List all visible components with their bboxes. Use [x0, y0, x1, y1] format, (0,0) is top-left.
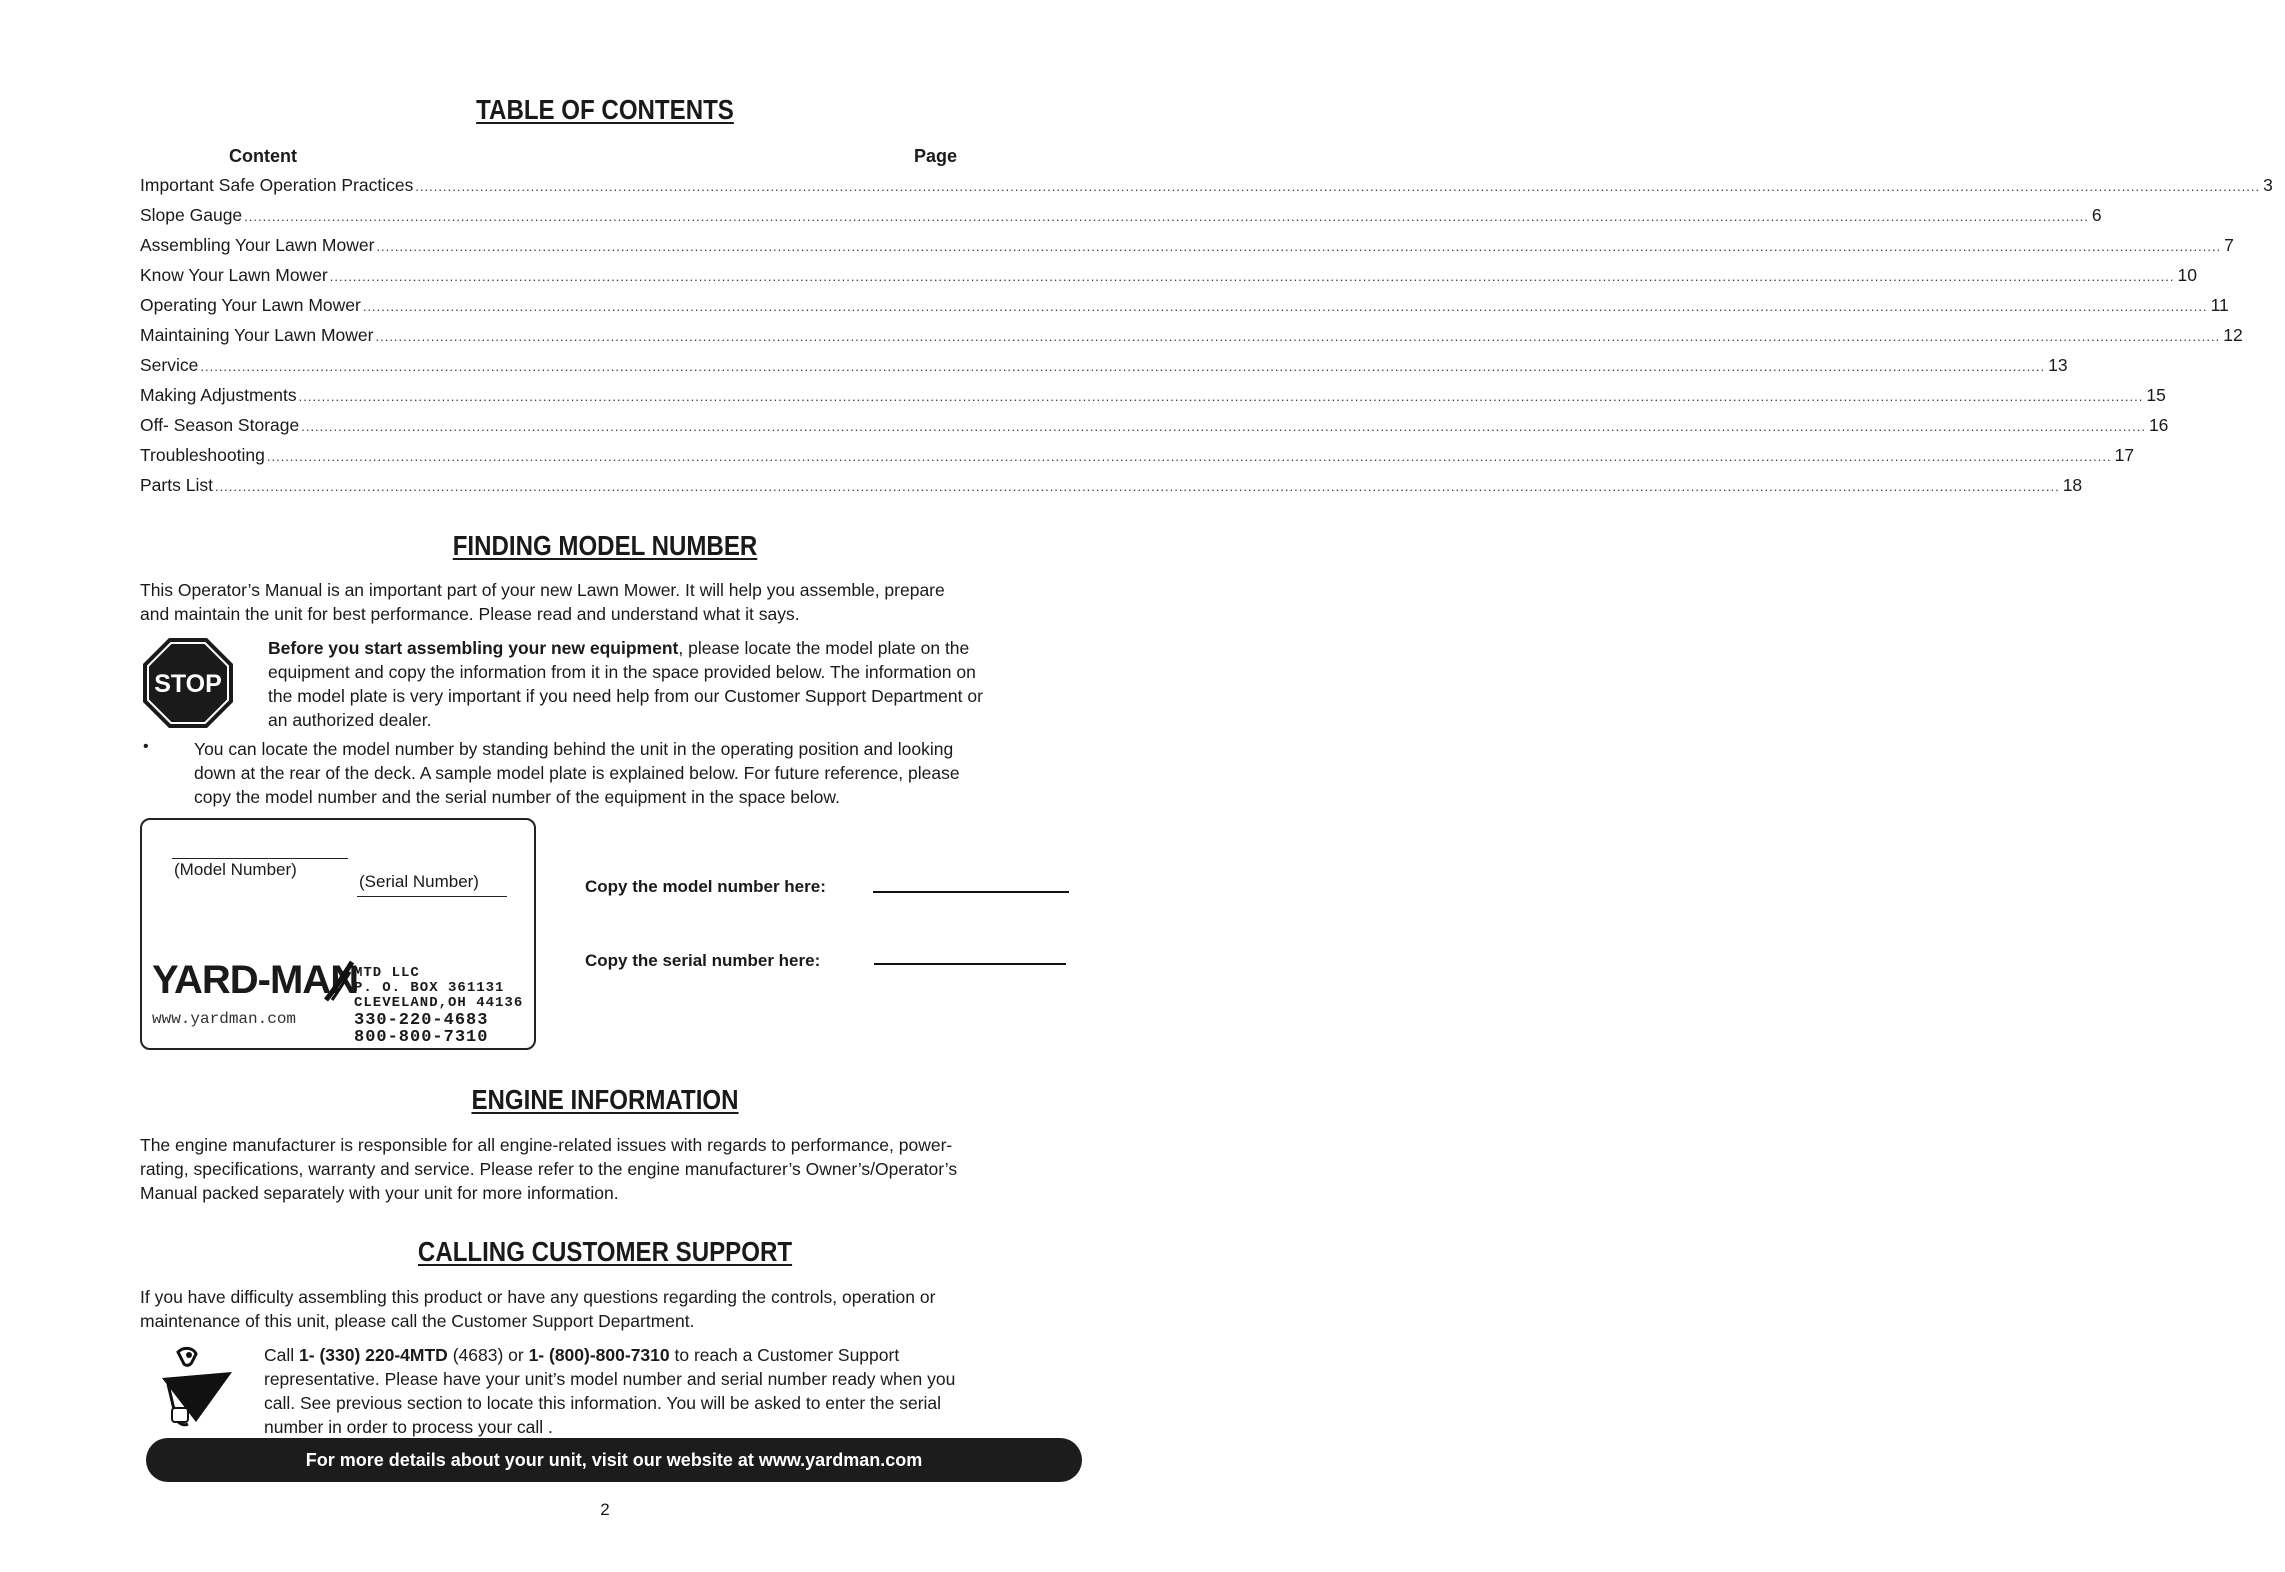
toc-leader-dots: ................................................................................................................................................................................................................................................................................................................................................................................................................: [376, 239, 2222, 254]
model-intro-line: and maintain the unit for best performance. Please read and understand what it says.: [140, 604, 800, 624]
toc-entry-page: 13: [2048, 355, 2068, 375]
call-text: (4683) or: [447, 1345, 529, 1365]
bullet-mark: •: [143, 738, 149, 755]
toc-entry-page: 18: [2062, 475, 2083, 495]
bullet-paragraph: [194, 737, 960, 809]
toc-heading: [85, 94, 1126, 126]
support-call-line: number in order to process your call .: [264, 1417, 553, 1437]
toc-leader-dots: ................................................................................................................................................................................................................................................................................................................................................................................................................: [200, 359, 2046, 374]
copy-serial-line: [874, 963, 1066, 965]
model-intro-line: This Operator’s Manual is an important part of your new Lawn Mower. It will help you assemble, prepare: [140, 580, 945, 600]
toc-leader-dots: ................................................................................................................................................................................................................................................................................................................................................................................................................: [298, 389, 2144, 404]
support-call-line: representative. Please have your unit’s model number and serial number ready when you: [264, 1369, 956, 1389]
call-text: to reach a Customer Support: [669, 1345, 900, 1365]
toc-entry-title: Know Your Lawn Mower: [140, 265, 328, 285]
toc-entry-title: Assembling Your Lawn Mower: [140, 235, 375, 255]
toc-entry-page: 15: [2146, 385, 2166, 405]
model-number-line: [172, 858, 348, 859]
toc-leader-dots: ................................................................................................................................................................................................................................................................................................................................................................................................................: [375, 329, 2221, 344]
call-text: Call: [264, 1345, 300, 1365]
toc-entry-title: Operating Your Lawn Mower: [140, 295, 361, 315]
bullet-line: down at the rear of the deck. A sample model plate is explained below. For future reference, please: [194, 763, 960, 783]
support-intro-line: If you have difficulty assembling this product or have any questions regarding the controls, operation or: [140, 1287, 936, 1307]
model-heading-text: FINDING MODEL NUMBER: [452, 530, 758, 561]
model-intro: [140, 578, 945, 626]
plate-phone-2: 800-800-7310: [354, 1028, 489, 1047]
bullet-line: You can locate the model number by standing behind the unit in the operating position and looking: [194, 739, 954, 759]
toc-entry: [140, 415, 2169, 437]
stop-sign-text: STOP: [154, 670, 222, 698]
toc-entry-page: 10: [2177, 265, 2197, 285]
engine-line: The engine manufacturer is responsible for all engine-related issues with regards to performance, power-: [140, 1135, 953, 1155]
toc-entry: [140, 175, 2273, 197]
toc-entry-title: Off- Season Storage: [140, 415, 300, 435]
toc-leader-dots: ................................................................................................................................................................................................................................................................................................................................................................................................................: [266, 449, 2112, 464]
engine-line: Manual packed separately with your unit for more information.: [140, 1183, 619, 1203]
toc-entry-title: Important Safe Operation Practices: [140, 175, 414, 195]
model-number-label: (Model Number): [174, 860, 297, 879]
support-heading: [85, 1236, 1126, 1268]
stop-notice-line: the model plate is very important if you need help from our Customer Support Department or: [268, 686, 983, 706]
toc-entry-title: Maintaining Your Lawn Mower: [140, 325, 374, 345]
toc-entry: [140, 295, 2229, 317]
stop-sign-icon: [141, 636, 235, 730]
yardman-logo: YARD-MAN: [152, 958, 359, 1002]
phone-number-primary: 1- (330) 220-4MTD: [299, 1345, 448, 1365]
toc-entry-page: 17: [2114, 445, 2135, 465]
plate-website: www.yardman.com: [152, 1010, 297, 1028]
toc-entry: [140, 385, 2166, 407]
logo-swoosh-icon: [324, 960, 354, 1004]
toc-leader-dots: ................................................................................................................................................................................................................................................................................................................................................................................................................: [415, 179, 2261, 194]
toc-entry-title: Slope Gauge: [140, 205, 243, 225]
toc-entry-page: 6: [2091, 205, 2102, 225]
engine-paragraph: [140, 1133, 957, 1205]
support-intro-line: maintenance of this unit, please call the Customer Support Department.: [140, 1311, 695, 1331]
engine-heading-text: ENGINE INFORMATION: [471, 1084, 739, 1115]
copy-serial-label: Copy the serial number here:: [585, 951, 821, 970]
toc-leader-dots: ................................................................................................................................................................................................................................................................................................................................................................................................................: [301, 419, 2146, 434]
website-banner: For more details about your unit, visit our website at www.yardman.com: [146, 1438, 1082, 1482]
support-call-line: call. See previous section to locate this information. You will be asked to enter the serial: [264, 1393, 942, 1413]
page-number: 2: [600, 1500, 610, 1519]
toc-leader-dots: ................................................................................................................................................................................................................................................................................................................................................................................................................: [362, 299, 2208, 314]
stop-notice-line: equipment and copy the information from it in the space provided below. The information on: [268, 662, 976, 682]
serial-number-label: (Serial Number): [359, 872, 479, 891]
telephone-icon: [158, 1344, 236, 1430]
stop-notice-rest: , please locate the model plate on the: [678, 638, 970, 658]
toc-entry: [140, 325, 2243, 347]
toc-entry-title: Service: [140, 355, 199, 375]
toc-entry: [140, 475, 2083, 497]
plate-phone-1: 330-220-4683: [354, 1011, 489, 1030]
support-intro: [140, 1285, 935, 1333]
bullet-line: copy the model number and the serial number of the equipment in the space below.: [194, 787, 840, 807]
toc-entry-title: Parts List: [140, 475, 213, 495]
toc-entry: [140, 205, 2102, 227]
serial-number-line: [357, 896, 507, 897]
engine-line: rating, specifications, warranty and service. Please refer to the engine manufacturer’s Owner’s/Operator’s: [140, 1159, 958, 1179]
toc-entry-title: Troubleshooting: [140, 445, 265, 465]
model-plate: [140, 818, 536, 1050]
toc-entry: [140, 235, 2234, 257]
engine-heading: [85, 1084, 1126, 1116]
stop-notice-bold: Before you start assembling your new equipment: [268, 638, 679, 658]
toc-entry-page: 11: [2210, 295, 2229, 315]
phone-number-secondary: 1- (800)-800-7310: [528, 1345, 670, 1365]
toc-entry: [140, 445, 2135, 467]
copy-model-label: Copy the model number here:: [585, 877, 826, 896]
toc-leader-dots: ................................................................................................................................................................................................................................................................................................................................................................................................................: [214, 479, 2060, 494]
toc-entry: [140, 265, 2197, 287]
toc-column-page: Page: [914, 146, 958, 166]
toc-entry-page: 16: [2148, 415, 2169, 435]
support-call: [264, 1343, 955, 1439]
toc-entry-page: 3: [2263, 175, 2273, 195]
support-heading-text: CALLING CUSTOMER SUPPORT: [417, 1236, 793, 1267]
toc-entry-page: 7: [2224, 235, 2234, 255]
model-heading: [85, 530, 1126, 562]
stop-notice: [268, 636, 983, 732]
copy-model-line: [873, 891, 1069, 893]
toc-leader-dots: ................................................................................................................................................................................................................................................................................................................................................................................................................: [244, 209, 2089, 224]
toc-leader-dots: ................................................................................................................................................................................................................................................................................................................................................................................................................: [329, 269, 2175, 284]
plate-address: MTD LLC P. O. BOX 361131 CLEVELAND,OH 44136: [354, 965, 524, 1011]
stop-notice-line: an authorized dealer.: [268, 710, 432, 730]
toc-column-content: Content: [229, 146, 297, 166]
toc-heading-text: TABLE OF CONTENTS: [476, 94, 734, 125]
toc-entry: [140, 355, 2068, 377]
toc-entry-page: 12: [2223, 325, 2243, 345]
toc-entry-title: Making Adjustments: [140, 385, 297, 405]
